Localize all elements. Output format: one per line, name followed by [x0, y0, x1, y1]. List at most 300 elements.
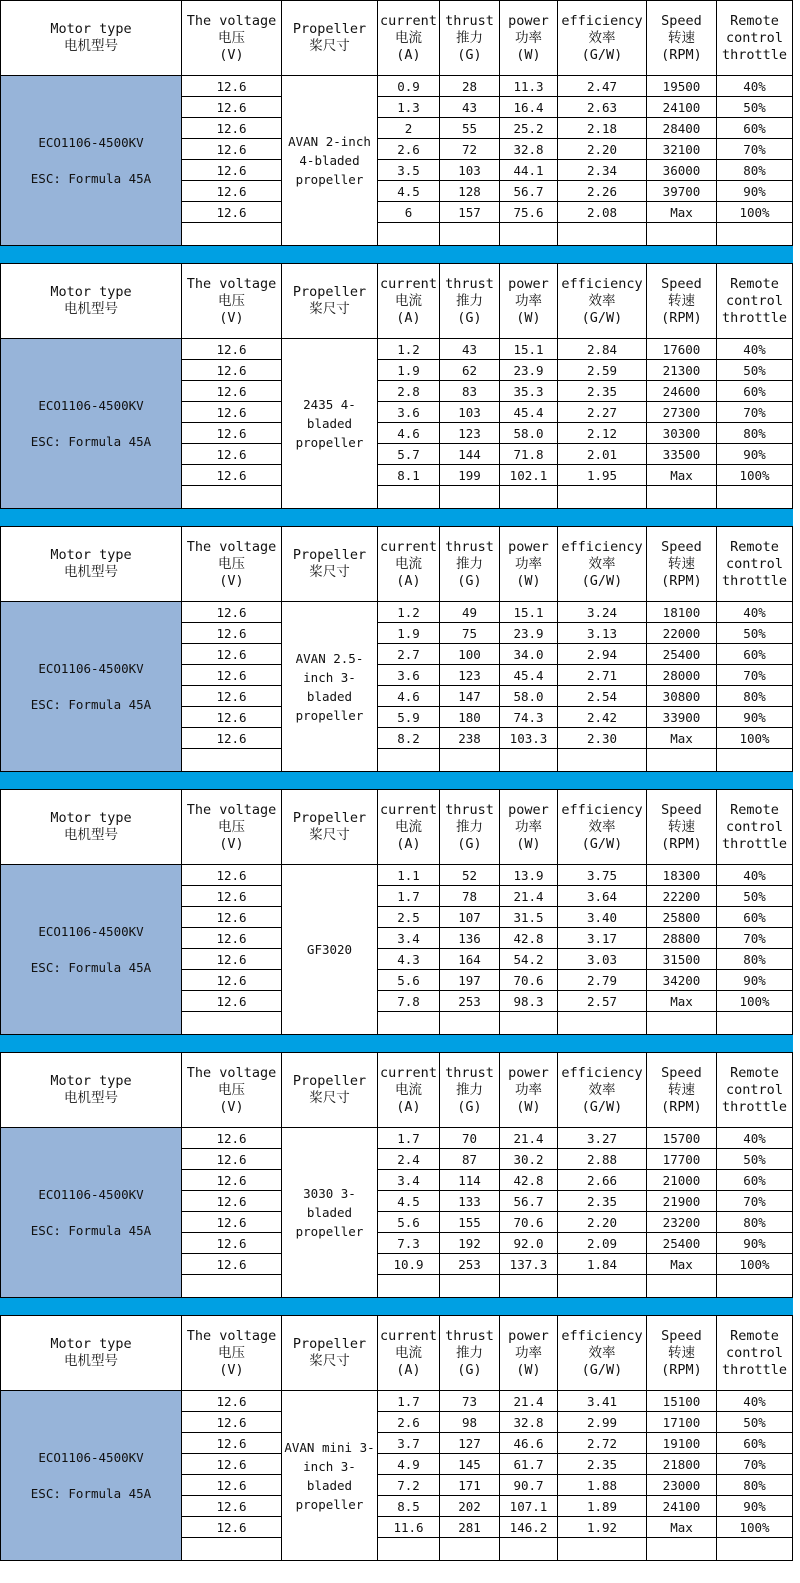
performance-table [0, 789, 793, 1035]
header-power-line: power [508, 801, 549, 818]
header-voltage [182, 1053, 282, 1128]
empty-cell [647, 1012, 717, 1035]
voltage-cell: 12.6 [182, 1254, 282, 1275]
voltage-cell: 12.6 [182, 118, 282, 139]
header-throttle-line: Remote [730, 1064, 779, 1081]
power-cell: 103.3 [500, 728, 558, 749]
empty-cell [182, 223, 282, 246]
power-cell: 46.6 [500, 1433, 558, 1454]
thrust-cell: 133 [440, 1191, 500, 1212]
section-separator [0, 772, 793, 789]
power-cell: 61.7 [500, 1454, 558, 1475]
empty-cell [378, 486, 440, 509]
current-cell: 7.8 [378, 991, 440, 1012]
header-efficiency-line: (G/W) [581, 835, 623, 852]
empty-cell [717, 749, 793, 772]
header-current [378, 527, 440, 602]
header-efficiency-line: 效率 [588, 818, 616, 835]
empty-cell [647, 486, 717, 509]
header-speed [647, 790, 717, 865]
header-current-line: 电流 [395, 1081, 422, 1098]
power-cell: 74.3 [500, 707, 558, 728]
power-cell: 32.8 [500, 139, 558, 160]
current-cell: 4.5 [378, 1191, 440, 1212]
header-current-line: (A) [396, 1361, 421, 1378]
header-efficiency-line: efficiency [561, 538, 643, 555]
voltage-cell: 12.6 [182, 623, 282, 644]
header-voltage-line: The voltage [186, 275, 277, 292]
header-speed-line: (RPM) [661, 46, 702, 63]
header-efficiency-line: efficiency [561, 801, 643, 818]
speed-cell: 30800 [647, 686, 717, 707]
empty-cell [378, 749, 440, 772]
speed-cell: 17700 [647, 1149, 717, 1170]
header-voltage-line: (V) [219, 309, 244, 326]
efficiency-cell: 2.01 [558, 444, 647, 465]
header-motor-line: 电机型号 [64, 827, 118, 843]
current-cell: 2 [378, 118, 440, 139]
esc-model: ESC: Formula 45A [30, 170, 152, 186]
current-cell: 7.3 [378, 1233, 440, 1254]
header-throttle [717, 527, 793, 602]
header-current-line: (A) [396, 572, 421, 589]
header-power-line: (W) [516, 572, 541, 589]
current-cell: 3.5 [378, 160, 440, 181]
current-cell: 2.8 [378, 381, 440, 402]
header-speed [647, 1316, 717, 1391]
header-propeller-line: Propeller [292, 1336, 367, 1352]
empty-cell [647, 223, 717, 246]
voltage-cell: 12.6 [182, 76, 282, 97]
header-thrust-line: (G) [457, 835, 482, 852]
thrust-cell: 202 [440, 1496, 500, 1517]
thrust-cell: 83 [440, 381, 500, 402]
power-cell: 45.4 [500, 402, 558, 423]
efficiency-cell: 2.12 [558, 423, 647, 444]
header-thrust-line: thrust [445, 1064, 494, 1081]
speed-cell: 18100 [647, 602, 717, 623]
header-efficiency-line: efficiency [561, 1064, 643, 1081]
motor-model: ECO1106-4500KV [38, 134, 144, 150]
propeller-cell: AVAN 2.5-inch 3-bladed propeller [282, 602, 378, 772]
table-row [1, 1391, 793, 1412]
header-throttle-line: throttle [721, 46, 788, 63]
current-cell: 1.7 [378, 886, 440, 907]
power-cell: 102.1 [500, 465, 558, 486]
header-power-line: power [508, 538, 549, 555]
empty-cell [500, 223, 558, 246]
header-throttle-line: control [726, 555, 783, 572]
current-cell: 1.2 [378, 602, 440, 623]
header-voltage-line: (V) [219, 835, 244, 852]
header-voltage-line: (V) [219, 572, 244, 589]
power-cell: 42.8 [500, 1170, 558, 1191]
throttle-cell: 100% [717, 728, 793, 749]
header-power-line: (W) [516, 835, 541, 852]
header-thrust-line: thrust [445, 1327, 494, 1344]
thrust-cell: 253 [440, 1254, 500, 1275]
header-thrust [440, 1, 500, 76]
throttle-cell: 100% [717, 991, 793, 1012]
current-cell: 1.3 [378, 97, 440, 118]
header-efficiency-line: 效率 [588, 1081, 616, 1098]
power-cell: 137.3 [500, 1254, 558, 1275]
header-efficiency-line: 效率 [588, 29, 616, 46]
header-throttle [717, 264, 793, 339]
header-speed-line: Speed [661, 1327, 702, 1344]
empty-cell [558, 1538, 647, 1561]
header-efficiency-line: (G/W) [581, 309, 623, 326]
header-motor-line: Motor type [50, 547, 132, 563]
header-speed [647, 1053, 717, 1128]
header-motor [1, 527, 182, 602]
header-voltage-line: 电压 [218, 29, 245, 46]
header-thrust [440, 264, 500, 339]
voltage-cell: 12.6 [182, 339, 282, 360]
throttle-cell: 80% [717, 686, 793, 707]
throttle-cell: 100% [717, 1517, 793, 1538]
empty-cell [440, 1012, 500, 1035]
current-cell: 4.3 [378, 949, 440, 970]
thrust-cell: 55 [440, 118, 500, 139]
efficiency-cell: 2.71 [558, 665, 647, 686]
header-efficiency-line: efficiency [561, 275, 643, 292]
esc-model: ESC: Formula 45A [30, 696, 152, 712]
voltage-cell: 12.6 [182, 1128, 282, 1149]
speed-cell: 19100 [647, 1433, 717, 1454]
header-voltage [182, 1316, 282, 1391]
empty-cell [717, 1012, 793, 1035]
section-separator [0, 509, 793, 526]
speed-cell: 32100 [647, 139, 717, 160]
header-current [378, 1053, 440, 1128]
header-current [378, 790, 440, 865]
header-speed-line: Speed [661, 1064, 702, 1081]
header-speed-line: Speed [661, 275, 702, 292]
voltage-cell: 12.6 [182, 97, 282, 118]
power-cell: 15.1 [500, 339, 558, 360]
speed-cell: 24100 [647, 97, 717, 118]
header-row [1, 527, 793, 602]
header-propeller [282, 790, 378, 865]
thrust-cell: 199 [440, 465, 500, 486]
thrust-cell: 136 [440, 928, 500, 949]
empty-cell [558, 486, 647, 509]
header-motor-line: 电机型号 [64, 1090, 118, 1106]
power-cell: 16.4 [500, 97, 558, 118]
header-speed-line: (RPM) [661, 1361, 702, 1378]
header-power-line: power [508, 275, 549, 292]
efficiency-cell: 2.47 [558, 76, 647, 97]
speed-cell: 34200 [647, 970, 717, 991]
power-cell: 35.3 [500, 381, 558, 402]
efficiency-cell: 2.94 [558, 644, 647, 665]
motor-cell [1, 1128, 182, 1298]
speed-cell: 25400 [647, 644, 717, 665]
current-cell: 11.6 [378, 1517, 440, 1538]
header-power-line: 功率 [515, 1081, 542, 1098]
efficiency-cell: 2.26 [558, 181, 647, 202]
header-motor-line: 电机型号 [64, 1353, 118, 1369]
header-current-line: 电流 [395, 292, 422, 309]
header-voltage-line: 电压 [218, 555, 245, 572]
power-cell: 92.0 [500, 1233, 558, 1254]
throttle-cell: 100% [717, 202, 793, 223]
speed-cell: 17600 [647, 339, 717, 360]
empty-cell [500, 749, 558, 772]
power-cell: 21.4 [500, 886, 558, 907]
efficiency-cell: 3.41 [558, 1391, 647, 1412]
header-motor [1, 790, 182, 865]
header-speed-line: (RPM) [661, 572, 702, 589]
thrust-cell: 114 [440, 1170, 500, 1191]
header-power [500, 790, 558, 865]
motor-model: ECO1106-4500KV [38, 923, 144, 939]
speed-cell: 21800 [647, 1454, 717, 1475]
header-efficiency-line: 效率 [588, 1344, 616, 1361]
header-motor-line: Motor type [50, 284, 132, 300]
power-cell: 42.8 [500, 928, 558, 949]
header-throttle-line: throttle [721, 309, 788, 326]
efficiency-cell: 2.57 [558, 991, 647, 1012]
throttle-cell: 100% [717, 1254, 793, 1275]
header-throttle-line: Remote [730, 12, 779, 29]
header-throttle-line: Remote [730, 538, 779, 555]
thrust-cell: 127 [440, 1433, 500, 1454]
header-voltage-line: The voltage [186, 538, 277, 555]
header-propeller-line: Propeller [292, 21, 367, 37]
speed-cell: 15700 [647, 1128, 717, 1149]
throttle-cell: 50% [717, 886, 793, 907]
speed-cell: 19500 [647, 76, 717, 97]
thrust-cell: 123 [440, 423, 500, 444]
header-thrust-line: (G) [457, 1361, 482, 1378]
speed-cell: 28800 [647, 928, 717, 949]
empty-cell [647, 1275, 717, 1298]
empty-cell [440, 749, 500, 772]
header-propeller-line: 桨尺寸 [309, 1353, 350, 1369]
header-power-line: 功率 [515, 292, 542, 309]
section-separator [0, 246, 793, 263]
throttle-cell: 50% [717, 97, 793, 118]
thrust-cell: 164 [440, 949, 500, 970]
throttle-cell: 100% [717, 465, 793, 486]
throttle-cell: 70% [717, 139, 793, 160]
current-cell: 4.6 [378, 423, 440, 444]
propeller-cell: 2435 4-bladed propeller [282, 339, 378, 509]
current-cell: 1.9 [378, 360, 440, 381]
efficiency-cell: 2.84 [558, 339, 647, 360]
efficiency-cell: 3.13 [558, 623, 647, 644]
propeller-cell: AVAN mini 3-inch 3-bladed propeller [282, 1391, 378, 1561]
motor-model: ECO1106-4500KV [38, 1449, 144, 1465]
table-row [1, 339, 793, 360]
thrust-cell: 98 [440, 1412, 500, 1433]
header-current-line: current [380, 12, 437, 29]
voltage-cell: 12.6 [182, 1391, 282, 1412]
current-cell: 0.9 [378, 76, 440, 97]
speed-cell: Max [647, 1517, 717, 1538]
header-efficiency [558, 790, 647, 865]
header-motor-line: 电机型号 [64, 301, 118, 317]
voltage-cell: 12.6 [182, 1191, 282, 1212]
efficiency-cell: 3.17 [558, 928, 647, 949]
header-throttle-line: Remote [730, 275, 779, 292]
header-power-line: (W) [516, 46, 541, 63]
header-thrust [440, 1316, 500, 1391]
header-voltage [182, 790, 282, 865]
thrust-cell: 70 [440, 1128, 500, 1149]
voltage-cell: 12.6 [182, 139, 282, 160]
throttle-cell: 60% [717, 644, 793, 665]
efficiency-cell: 2.20 [558, 1212, 647, 1233]
thrust-cell: 100 [440, 644, 500, 665]
power-cell: 13.9 [500, 865, 558, 886]
header-efficiency-line: efficiency [561, 1327, 643, 1344]
header-efficiency-line: efficiency [561, 12, 643, 29]
header-power-line: (W) [516, 1098, 541, 1115]
efficiency-cell: 2.72 [558, 1433, 647, 1454]
voltage-cell: 12.6 [182, 1170, 282, 1191]
header-row [1, 1, 793, 76]
header-power-line: power [508, 12, 549, 29]
empty-cell [647, 749, 717, 772]
voltage-cell: 12.6 [182, 1454, 282, 1475]
efficiency-cell: 3.64 [558, 886, 647, 907]
header-motor-line: Motor type [50, 1073, 132, 1089]
speed-cell: 22200 [647, 886, 717, 907]
power-cell: 56.7 [500, 181, 558, 202]
throttle-cell: 60% [717, 1170, 793, 1191]
header-current [378, 264, 440, 339]
header-power [500, 527, 558, 602]
thrust-cell: 28 [440, 76, 500, 97]
header-thrust-line: (G) [457, 309, 482, 326]
header-speed-line: Speed [661, 12, 702, 29]
thrust-cell: 107 [440, 907, 500, 928]
performance-table [0, 1315, 793, 1561]
empty-cell [440, 1275, 500, 1298]
throttle-cell: 40% [717, 602, 793, 623]
voltage-cell: 12.6 [182, 728, 282, 749]
header-current [378, 1316, 440, 1391]
current-cell: 4.5 [378, 181, 440, 202]
throttle-cell: 80% [717, 949, 793, 970]
header-throttle-line: throttle [721, 1361, 788, 1378]
speed-cell: Max [647, 465, 717, 486]
current-cell: 3.4 [378, 928, 440, 949]
thrust-cell: 197 [440, 970, 500, 991]
header-motor-line: Motor type [50, 21, 132, 37]
thrust-cell: 43 [440, 339, 500, 360]
header-voltage [182, 264, 282, 339]
current-cell: 3.7 [378, 1433, 440, 1454]
speed-cell: 18300 [647, 865, 717, 886]
header-propeller-line: Propeller [292, 284, 367, 300]
throttle-cell: 40% [717, 865, 793, 886]
header-row [1, 1316, 793, 1391]
current-cell: 6 [378, 202, 440, 223]
header-voltage-line: The voltage [186, 801, 277, 818]
thrust-cell: 87 [440, 1149, 500, 1170]
speed-cell: 24600 [647, 381, 717, 402]
efficiency-cell: 3.27 [558, 1128, 647, 1149]
header-throttle [717, 1316, 793, 1391]
header-motor [1, 1053, 182, 1128]
esc-model: ESC: Formula 45A [30, 433, 152, 449]
header-current-line: 电流 [395, 818, 422, 835]
thrust-cell: 73 [440, 1391, 500, 1412]
voltage-cell: 12.6 [182, 1475, 282, 1496]
speed-cell: 31500 [647, 949, 717, 970]
header-throttle-line: Remote [730, 801, 779, 818]
empty-cell [717, 1275, 793, 1298]
motor-cell [1, 339, 182, 509]
header-thrust-line: thrust [445, 538, 494, 555]
throttle-cell: 90% [717, 707, 793, 728]
header-motor-line: 电机型号 [64, 564, 118, 580]
header-power-line: 功率 [515, 818, 542, 835]
throttle-cell: 70% [717, 665, 793, 686]
power-cell: 21.4 [500, 1391, 558, 1412]
current-cell: 4.9 [378, 1454, 440, 1475]
current-cell: 5.7 [378, 444, 440, 465]
header-speed-line: 转速 [668, 29, 695, 46]
header-throttle-line: control [726, 1081, 783, 1098]
header-power [500, 1, 558, 76]
speed-cell: 25400 [647, 1233, 717, 1254]
voltage-cell: 12.6 [182, 949, 282, 970]
voltage-cell: 12.6 [182, 707, 282, 728]
current-cell: 2.6 [378, 139, 440, 160]
propeller-cell: GF3020 [282, 865, 378, 1035]
voltage-cell: 12.6 [182, 1517, 282, 1538]
current-cell: 3.6 [378, 402, 440, 423]
power-cell: 71.8 [500, 444, 558, 465]
header-current-line: current [380, 1327, 437, 1344]
empty-cell [558, 1012, 647, 1035]
voltage-cell: 12.6 [182, 360, 282, 381]
header-thrust-line: 推力 [456, 292, 483, 309]
current-cell: 2.5 [378, 907, 440, 928]
throttle-cell: 80% [717, 1475, 793, 1496]
header-propeller-line: 桨尺寸 [309, 827, 350, 843]
voltage-cell: 12.6 [182, 423, 282, 444]
power-cell: 34.0 [500, 644, 558, 665]
motor-cell [1, 1391, 182, 1561]
header-thrust-line: (G) [457, 46, 482, 63]
speed-cell: 39700 [647, 181, 717, 202]
header-motor-line: Motor type [50, 810, 132, 826]
header-power-line: (W) [516, 309, 541, 326]
efficiency-cell: 2.88 [558, 1149, 647, 1170]
empty-cell [558, 223, 647, 246]
header-efficiency [558, 1316, 647, 1391]
speed-cell: 23200 [647, 1212, 717, 1233]
empty-cell [717, 223, 793, 246]
propeller-cell: 3030 3-bladed propeller [282, 1128, 378, 1298]
throttle-cell: 40% [717, 76, 793, 97]
efficiency-cell: 2.20 [558, 139, 647, 160]
thrust-cell: 62 [440, 360, 500, 381]
power-cell: 15.1 [500, 602, 558, 623]
current-cell: 8.5 [378, 1496, 440, 1517]
current-cell: 10.9 [378, 1254, 440, 1275]
empty-cell [440, 223, 500, 246]
voltage-cell: 12.6 [182, 907, 282, 928]
header-voltage-line: 电压 [218, 818, 245, 835]
table-row [1, 76, 793, 97]
